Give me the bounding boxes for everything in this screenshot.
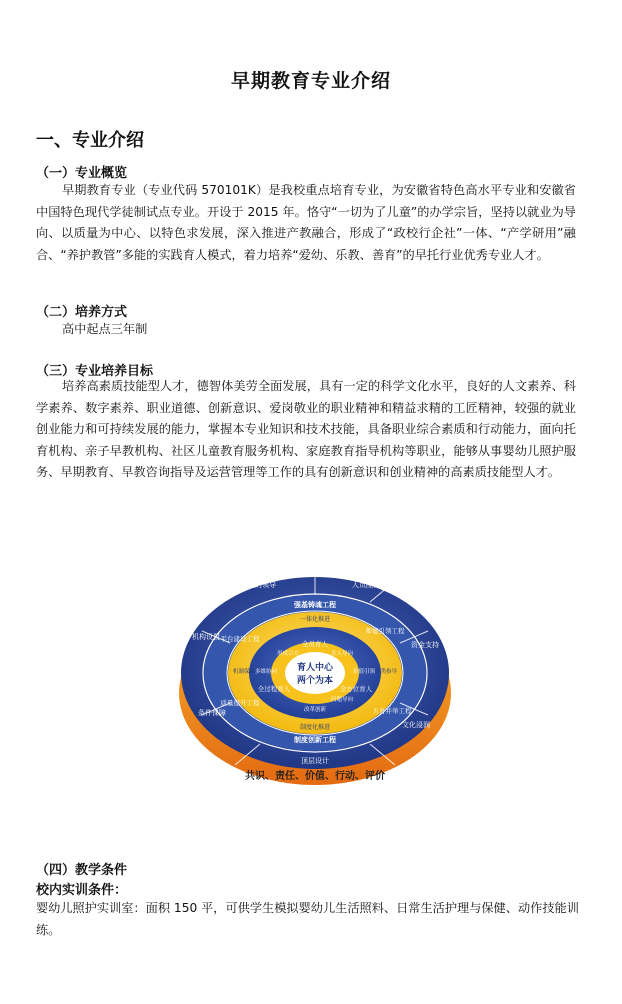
conditions-subheading: 校内实训条件： <box>36 883 128 898</box>
middle-label-3: 多维协同 <box>254 669 278 675</box>
overview-heading: （一）专业概览 <box>36 166 128 181</box>
training-mode-text: 高中起点三年制 <box>62 322 148 336</box>
outer-label-2: 师德引领工程 <box>365 627 405 635</box>
document-title: 早期教育专业介绍 <box>230 70 391 92</box>
middle-label-4: 改革创新 <box>303 707 327 713</box>
middle-label-1: 一体化推进 <box>299 616 331 623</box>
education-model-diagram <box>170 555 460 790</box>
inner-label-2: 全过程育人 <box>257 685 291 693</box>
rim-label-4: 文化浸润 <box>402 721 430 729</box>
rim-label-5: 顶层设计 <box>301 757 329 765</box>
center-core <box>285 652 345 694</box>
middle-label-8: 问题导向 <box>330 697 354 703</box>
outer-label-1: 强基铸魂工程 <box>294 601 336 609</box>
overview-paragraph: 早期教育专业（专业代码 570101K）是我校重点培育专业，为安徽省特色高水平专业和安徽省中国特色现代学徒制试点专业。开设于 2015 年。恪守“一切为了儿童”的办学宗旨，坚持以就业为导向、以质量为中心、以特色求发展，深入推进产教融合，形成了“政校行企社”一体、“产学研用”融合、“养护教管”多能的实践育人模式，着力培养“爱幼、乐教、善育”的早托行业优秀专业人才。 <box>36 183 576 262</box>
center-text-1: 育人中心 <box>296 663 334 673</box>
rim-label-2: 人员配备 <box>352 581 380 589</box>
goals-paragraph: 培养高素质技能型人才，德智体美劳全面发展，具有一定的科学文化水平，良好的人文素养、科学素养、数字素养、职业道德、创新意识、爱岗敬业的职业精神和精益求精的工匠精神，较强的就业创业能力和可持续发展的能力，掌握本专业知识和技术技能，具备职业综合素质和行动能力，面向托育机构、亲子早教机构、社区儿童教育服务机构、家庭教育指导机构等职业，能够从事婴幼儿照护服务、早期教育、早教咨询指导及运营管理等工作的具有创新意识和创业精神的高素质技能型人才。 <box>36 379 576 479</box>
conditions-text: 婴幼儿照护实训室：面积 150 平，可供学生模拟婴幼儿生活照料、日常生活护理与保健、动作技能训练。 <box>36 901 579 937</box>
rim-label-3: 资金支持 <box>411 641 439 649</box>
center-text-2: 两个为本 <box>296 676 334 686</box>
middle-label-2: 形成合力 <box>276 651 300 657</box>
diagram-svg <box>170 555 460 790</box>
inner-label-3: 全方位育人 <box>339 685 373 693</box>
goals-heading: （三）专业培养目标 <box>36 364 154 379</box>
outer-label-6: 平台建设工程 <box>220 635 260 643</box>
middle-label-7: 价值引领 <box>352 669 376 675</box>
middle-label-6: 育人导向 <box>330 651 354 657</box>
base-text: 共识、责任、价值、行动、评价 <box>245 771 385 782</box>
section-heading-major-intro: 一、专业介绍 <box>36 130 144 151</box>
rim-label-1: 党的领导 <box>248 581 276 589</box>
middle-label-10: 机制保障 <box>232 669 256 675</box>
outer-label-4: 制度创新工程 <box>294 736 336 744</box>
conditions-heading: （四）教学条件 <box>36 863 128 878</box>
outer-label-5: 质量提升工程 <box>220 699 260 707</box>
middle-label-5: 制度化推进 <box>299 724 331 731</box>
outer-label-3: 五育并举工程 <box>372 707 412 715</box>
middle-label-9: 分类指导 <box>374 669 398 675</box>
training-mode-heading: （二）培养方式 <box>36 305 128 320</box>
rim-label-7: 机构设置 <box>192 633 220 641</box>
rim-label-6: 条件保障 <box>198 709 226 717</box>
inner-label-1: 全员育人 <box>302 640 328 648</box>
